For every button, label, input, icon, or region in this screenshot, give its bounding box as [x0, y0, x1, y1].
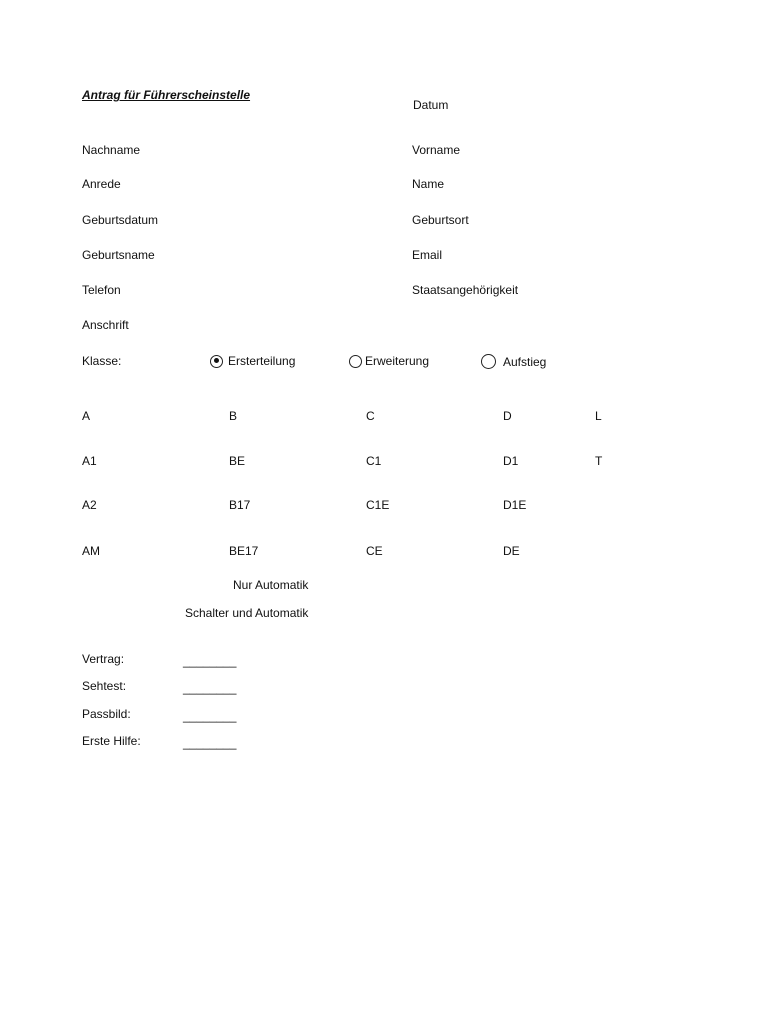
field-label-geburtsdatum: Geburtsdatum: [82, 213, 159, 227]
automatic-only-label: Nur Automatik: [233, 578, 309, 592]
doc-label-passbild: Passbild:: [82, 707, 131, 721]
klasse-label: Klasse:: [82, 354, 122, 368]
field-label-staatsangehoerigkeit: Staatsangehörigkeit: [412, 283, 519, 297]
field-label-name: Name: [412, 177, 445, 191]
class-cell: B17: [229, 498, 251, 512]
radio-erweiterung[interactable]: [349, 354, 429, 368]
field-label-telefon: Telefon: [82, 283, 121, 297]
field-label-geburtsname: Geburtsname: [82, 248, 155, 262]
radio-ersterteilung[interactable]: [210, 354, 295, 368]
class-cell: T: [595, 454, 603, 468]
doc-blank-erste-hilfe: ________: [183, 736, 237, 750]
radio-checked-icon[interactable]: [210, 355, 223, 368]
class-cell: BE: [229, 454, 246, 468]
field-label-vorname: Vorname: [412, 143, 461, 157]
class-cell: BE17: [229, 544, 259, 558]
radio-label-erweiterung: Erweiterung: [365, 354, 430, 368]
class-cell: D: [503, 409, 512, 423]
manual-and-automatic-label: Schalter und Automatik: [185, 606, 309, 620]
date-label: Datum: [413, 98, 449, 112]
radio-label-ersterteilung: Ersterteilung: [228, 354, 296, 368]
form-title: Antrag für Führerscheinstelle: [82, 88, 251, 102]
class-cell: C1: [366, 454, 382, 468]
class-cell: A1: [82, 454, 97, 468]
class-cell: DE: [503, 544, 520, 558]
class-cell: L: [595, 409, 602, 423]
doc-blank-passbild: ________: [183, 709, 237, 723]
doc-label-sehtest: Sehtest:: [82, 679, 127, 693]
class-cell: D1E: [503, 498, 527, 512]
class-cell: B: [229, 409, 238, 423]
class-cell: C: [366, 409, 375, 423]
field-label-nachname: Nachname: [82, 143, 141, 157]
field-label-email: Email: [412, 248, 443, 262]
radio-label-aufstieg: Aufstieg: [503, 354, 547, 369]
class-cell: A2: [82, 498, 97, 512]
radio-unchecked-icon[interactable]: [481, 354, 496, 369]
radio-unchecked-icon[interactable]: [349, 355, 362, 368]
class-cell: AM: [82, 544, 100, 558]
class-cell: A: [82, 409, 91, 423]
field-label-anrede: Anrede: [82, 177, 121, 191]
doc-blank-vertrag: ________: [183, 654, 237, 668]
field-label-geburtsort: Geburtsort: [412, 213, 469, 227]
radio-aufstieg[interactable]: [481, 354, 546, 369]
doc-label-vertrag: Vertrag:: [82, 652, 125, 666]
class-cell: CE: [366, 544, 383, 558]
class-cell: D1: [503, 454, 519, 468]
doc-blank-sehtest: ________: [183, 681, 237, 695]
field-label-anschrift: Anschrift: [82, 318, 129, 332]
doc-label-erste-hilfe: Erste Hilfe:: [82, 734, 141, 748]
class-cell: C1E: [366, 498, 390, 512]
